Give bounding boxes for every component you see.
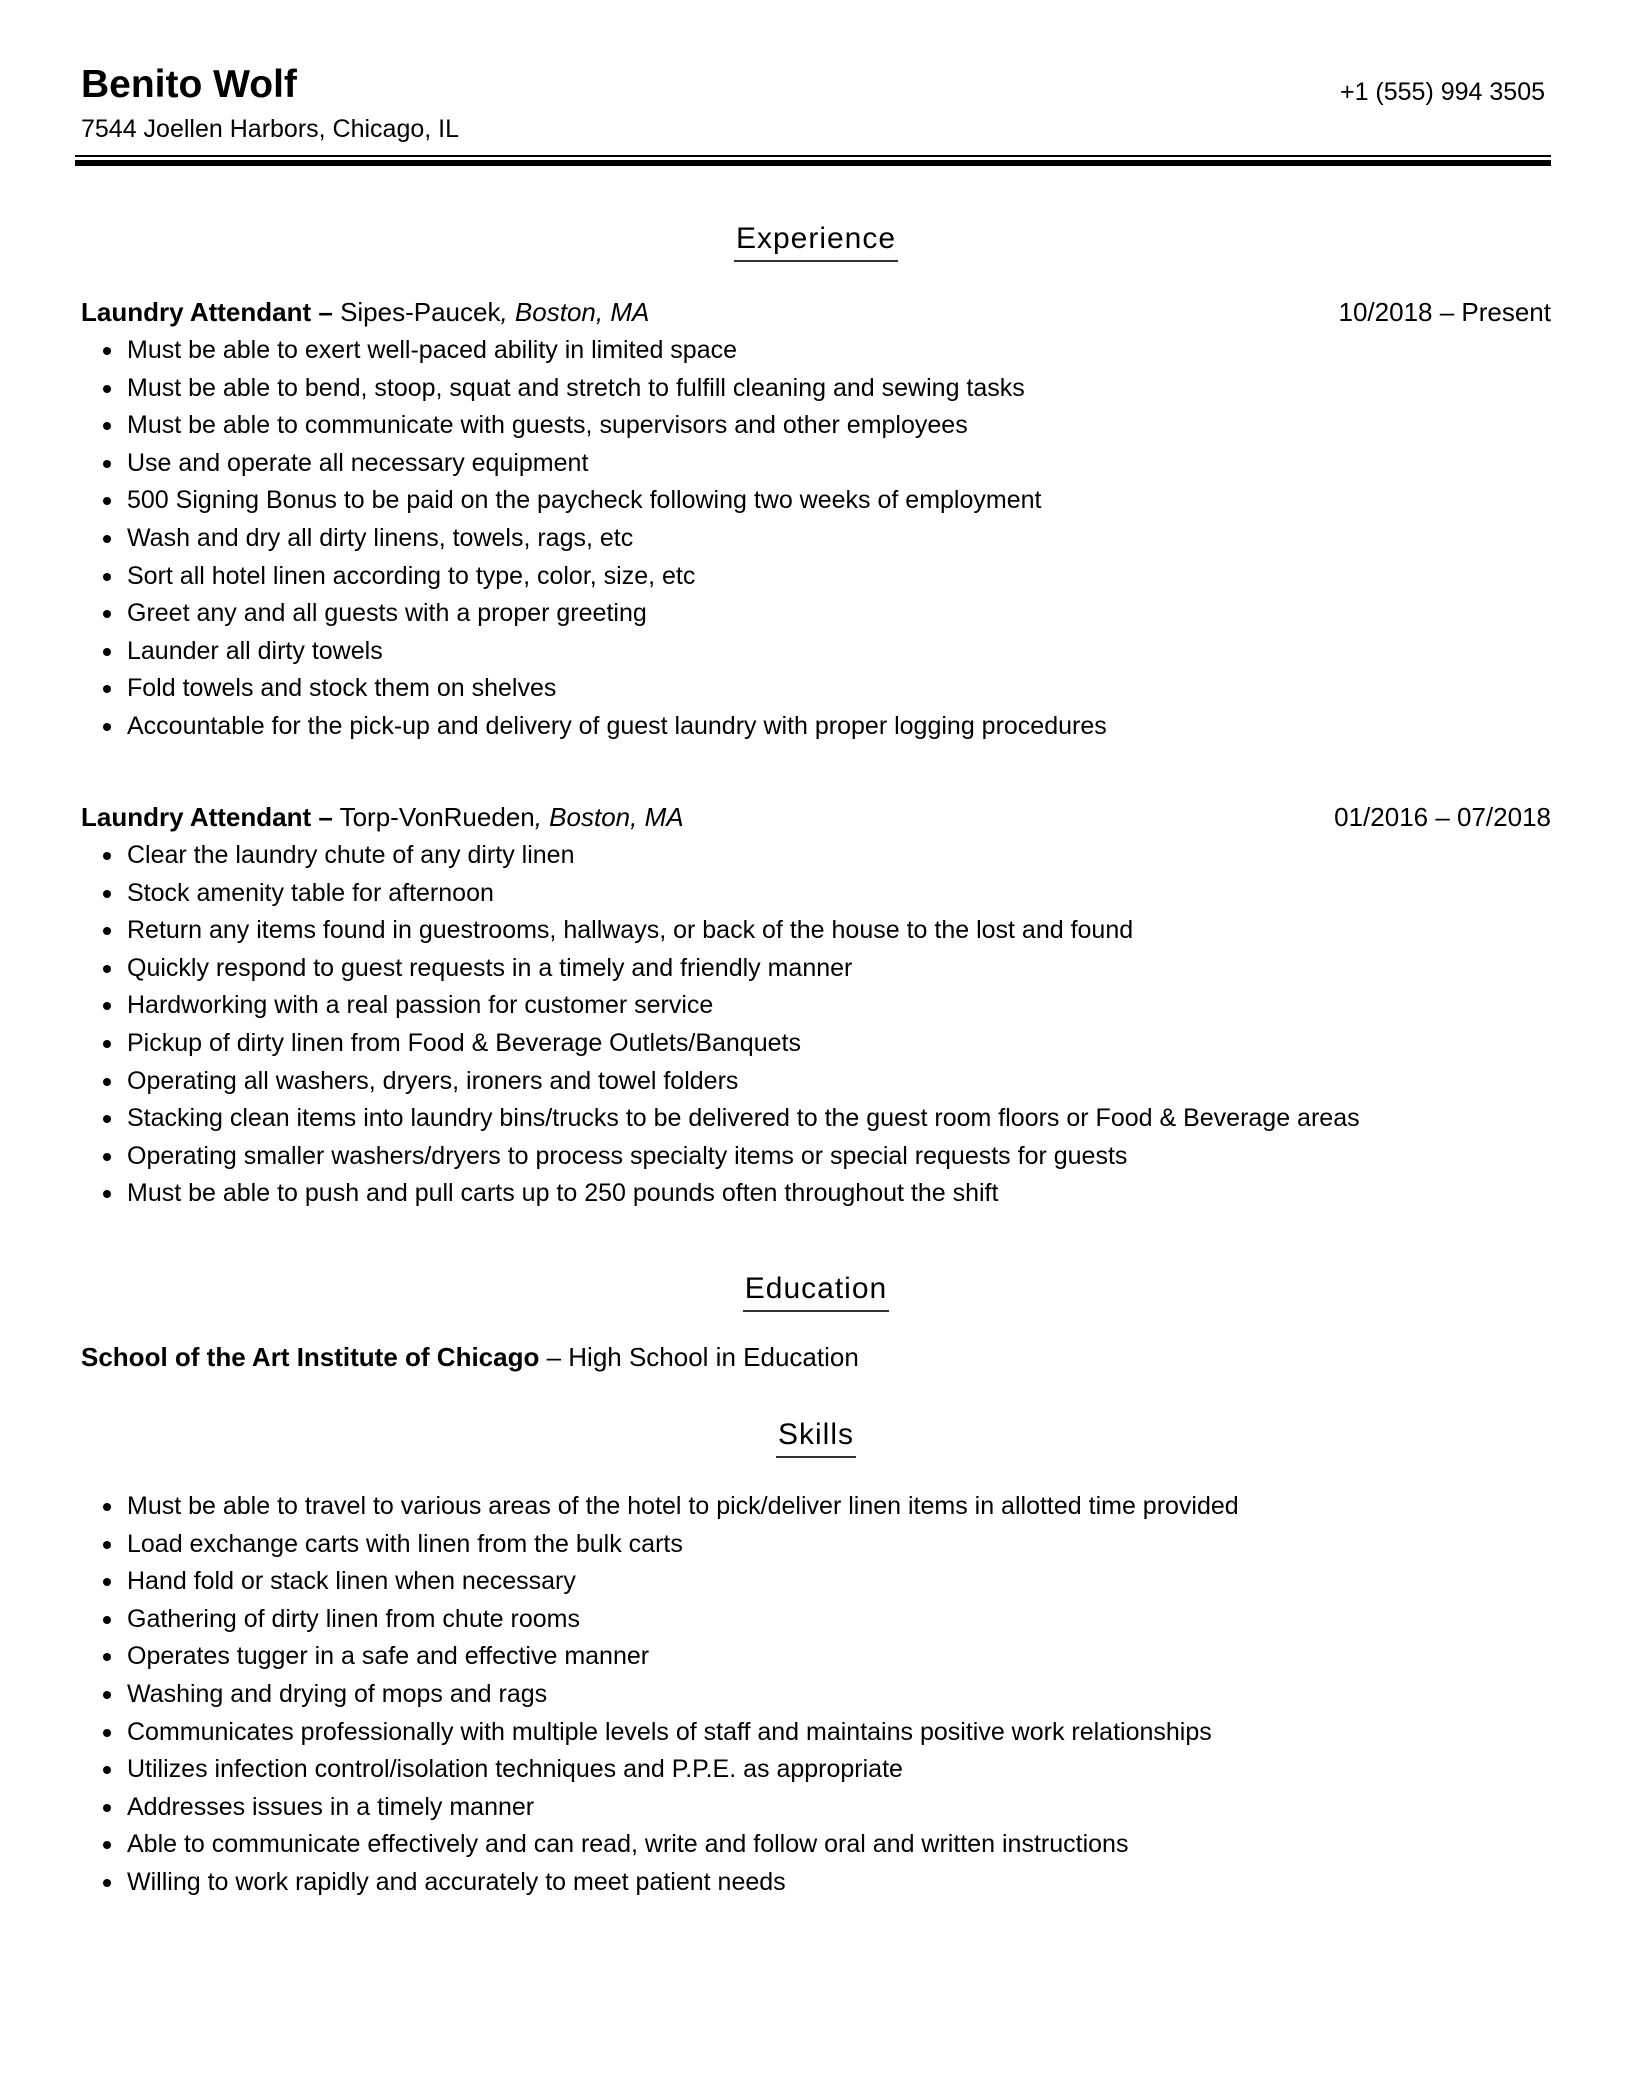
list-item: Operates tugger in a safe and effective manner <box>81 1638 1239 1676</box>
list-item: Quickly respond to guest requests in a timely and friendly manner <box>81 950 1551 988</box>
header-divider-thick <box>75 160 1551 166</box>
list-item: Accountable for the pick-up and delivery of guest laundry with proper logging procedures <box>81 708 1551 746</box>
experience-heading: Experience <box>0 222 1632 262</box>
job-location: , Boston, MA <box>534 802 684 832</box>
job-heading <box>81 292 649 332</box>
list-item: Clear the laundry chute of any dirty linen <box>81 837 1551 875</box>
list-item: Fold towels and stock them on shelves <box>81 670 1551 708</box>
list-item: Operating all washers, dryers, ironers and towel folders <box>81 1063 1551 1101</box>
candidate-address: 7544 Joellen Harbors, Chicago, IL <box>81 115 460 143</box>
education-heading: Education <box>0 1272 1632 1312</box>
job-heading <box>81 797 684 837</box>
list-item: Must be able to bend, stoop, squat and stretch to fulfill cleaning and sewing tasks <box>81 370 1551 408</box>
list-item: Utilizes infection control/isolation techniques and P.P.E. as appropriate <box>81 1751 1239 1789</box>
job-bullets <box>81 837 1551 1213</box>
job-entry <box>81 797 1551 1213</box>
skills-list <box>81 1488 1239 1902</box>
school-name: School of the Art Institute of Chicago <box>81 1342 540 1372</box>
list-item: Willing to work rapidly and accurately to meet patient needs <box>81 1864 1239 1902</box>
education-entry <box>81 1342 859 1373</box>
job-bullets <box>81 332 1551 746</box>
list-item: Hardworking with a real passion for customer service <box>81 987 1551 1025</box>
degree: – High School in Education <box>539 1342 859 1372</box>
list-item: Must be able to exert well-paced ability in limited space <box>81 332 1551 370</box>
list-item: Return any items found in guestrooms, hallways, or back of the house to the lost and found <box>81 912 1551 950</box>
job-dates: 10/2018 – Present <box>1338 297 1551 327</box>
list-item: Sort all hotel linen according to type, color, size, etc <box>81 558 1551 596</box>
list-item: Must be able to communicate with guests, supervisors and other employees <box>81 407 1551 445</box>
list-item: Greet any and all guests with a proper greeting <box>81 595 1551 633</box>
list-item: Communicates professionally with multiple levels of staff and maintains positive work relationships <box>81 1714 1239 1752</box>
job-company: Torp-VonRueden <box>339 802 535 832</box>
list-item: Addresses issues in a timely manner <box>81 1789 1239 1827</box>
list-item: Operating smaller washers/dryers to process specialty items or special requests for guests <box>81 1138 1551 1176</box>
list-item: Hand fold or stack linen when necessary <box>81 1563 1239 1601</box>
list-item: 500 Signing Bonus to be paid on the paycheck following two weeks of employment <box>81 482 1551 520</box>
candidate-phone: +1 (555) 994 3505 <box>1339 78 1545 106</box>
list-item: Launder all dirty towels <box>81 633 1551 671</box>
list-item: Able to communicate effectively and can read, write and follow oral and written instructions <box>81 1826 1239 1864</box>
list-item: Gathering of dirty linen from chute rooms <box>81 1601 1239 1639</box>
job-company: Sipes-Paucek <box>340 297 501 327</box>
list-item: Stacking clean items into laundry bins/trucks to be delivered to the guest room floors or Food & Beverage areas <box>81 1100 1551 1138</box>
job-dates: 01/2016 – 07/2018 <box>1334 802 1551 832</box>
list-item: Must be able to travel to various areas of the hotel to pick/deliver linen items in allotted time provided <box>81 1488 1239 1526</box>
skills-heading: Skills <box>0 1418 1632 1458</box>
list-item: Load exchange carts with linen from the bulk carts <box>81 1526 1239 1564</box>
job-entry <box>81 292 1551 746</box>
job-location: , Boston, MA <box>500 297 650 327</box>
list-item: Use and operate all necessary equipment <box>81 445 1551 483</box>
job-title: Laundry Attendant – <box>81 802 333 832</box>
list-item: Wash and dry all dirty linens, towels, rags, etc <box>81 520 1551 558</box>
list-item: Washing and drying of mops and rags <box>81 1676 1239 1714</box>
candidate-name: Benito Wolf <box>81 63 297 106</box>
header-divider-thin <box>75 155 1551 157</box>
list-item: Pickup of dirty linen from Food & Beverage Outlets/Banquets <box>81 1025 1551 1063</box>
job-title: Laundry Attendant – <box>81 297 333 327</box>
list-item: Stock amenity table for afternoon <box>81 875 1551 913</box>
list-item: Must be able to push and pull carts up to 250 pounds often throughout the shift <box>81 1175 1551 1213</box>
